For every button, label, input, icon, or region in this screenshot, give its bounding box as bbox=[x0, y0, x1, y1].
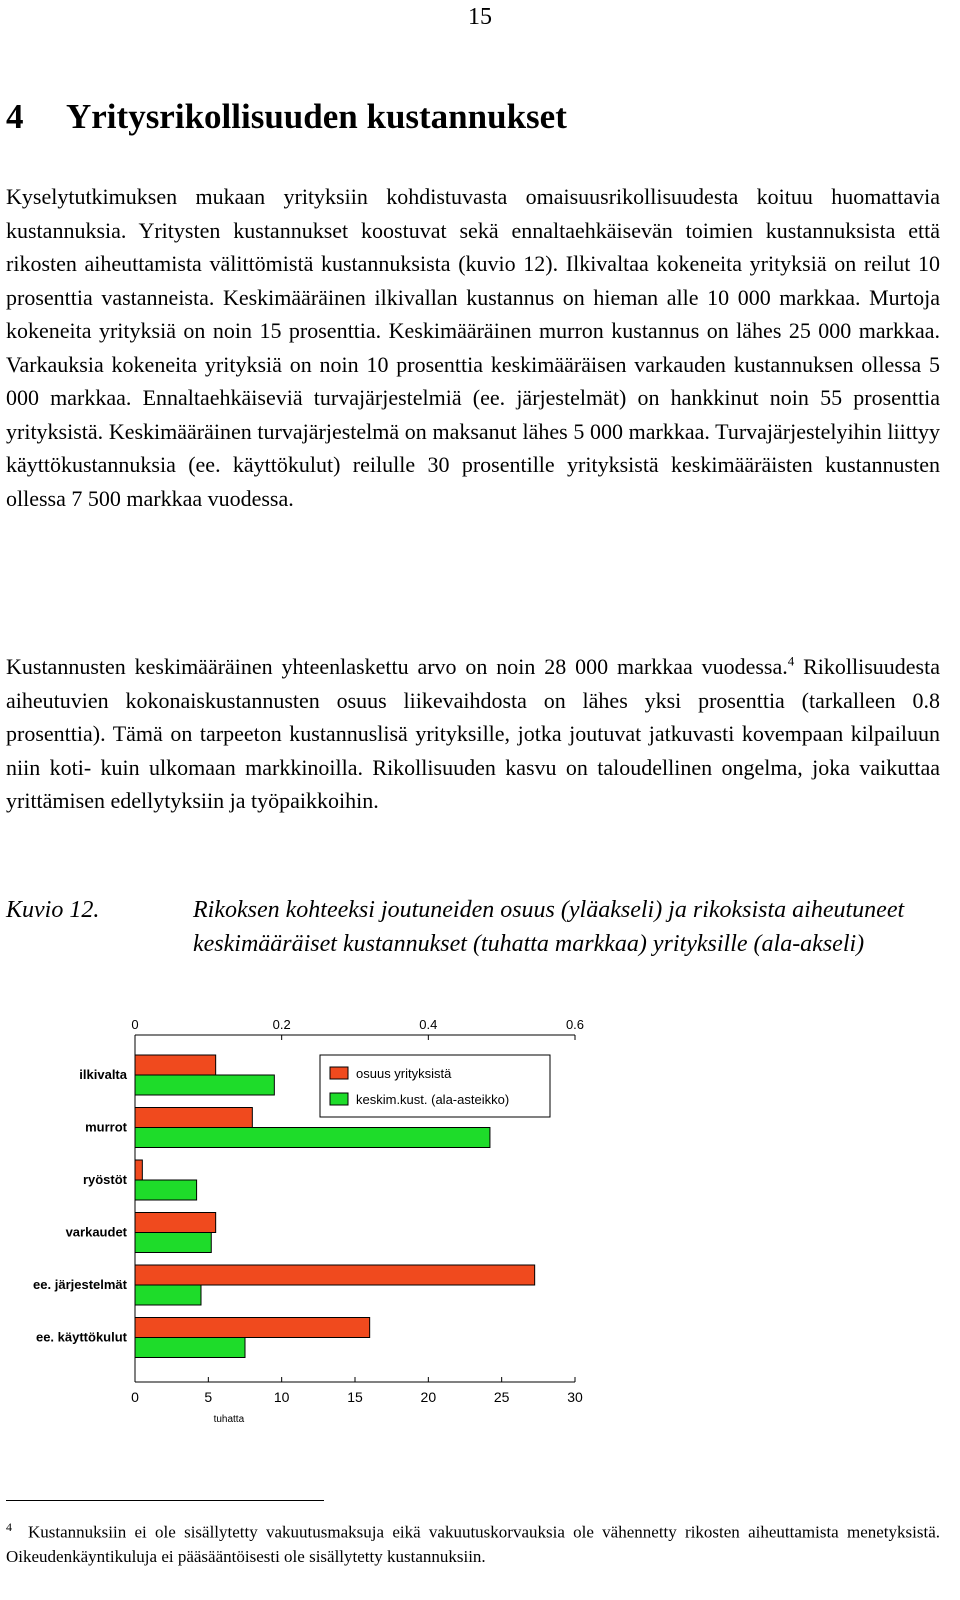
category-label: ee. käyttökulut bbox=[35, 1329, 127, 1345]
footnote-mark: 4 bbox=[6, 1520, 12, 1534]
bar-share bbox=[135, 1213, 216, 1233]
top-axis-tick-label: 0.4 bbox=[419, 1017, 438, 1032]
bar-share bbox=[135, 1265, 535, 1285]
paragraph-2-text-cont: Rikollisuudesta aiheutuvien kokonaiskustannusten osuus liikevaihdosta on lähes yksi prosenttia (tarkalleen 0.8 prosenttia). Tämä on tarpeeton kustannuslisä yrityksille, jotka joutuvat jatkuvasti kovempaan kilpailuun niin koti- kuin ulkomaan markkinoilla. Rikollisuuden kasvu on taloudellinen ongelma, joka vaikuttaa yrittämisen edellytyksiin ja työpaikkoihin. bbox=[6, 654, 940, 813]
paragraph-2-text: Kustannusten keskimääräinen yhteenlaskettu arvo on noin 28 000 markkaa vuodessa. bbox=[6, 654, 788, 679]
section-title: Yritysrikollisuuden kustannukset bbox=[66, 97, 567, 136]
footnote-text: Kustannuksiin ei ole sisällytetty vakuutusmaksuja eikä vakuutuskorvauksia ole vähennetty rikosten aiheuttamista menetyksistä. Oikeudenkäyntikuluja ei pääsääntöisesti ole sisällytetty kustannuksiin. bbox=[6, 1522, 940, 1566]
section-heading bbox=[6, 95, 567, 139]
category-label: murrot bbox=[85, 1119, 127, 1135]
bottom-axis-label: tuhatta bbox=[213, 1414, 245, 1425]
top-axis-tick-label: 0.2 bbox=[272, 1017, 291, 1032]
bar-cost bbox=[135, 1338, 245, 1358]
top-axis-tick-label: 0.6 bbox=[565, 1017, 585, 1032]
bar-share bbox=[135, 1108, 252, 1128]
bottom-axis-tick-label: 15 bbox=[347, 1389, 363, 1405]
legend-label: osuus yrityksistä bbox=[356, 1066, 452, 1081]
bottom-axis-tick-label: 25 bbox=[493, 1389, 510, 1405]
bar-cost bbox=[135, 1285, 201, 1305]
bottom-axis-tick-label: 0 bbox=[131, 1389, 139, 1405]
bottom-axis-tick-label: 5 bbox=[204, 1389, 213, 1405]
footnote-divider bbox=[6, 1500, 324, 1501]
bar-share bbox=[135, 1055, 216, 1075]
top-axis-tick-label: 0 bbox=[131, 1017, 139, 1032]
category-label: varkaudet bbox=[65, 1224, 127, 1240]
legend-swatch bbox=[330, 1067, 348, 1079]
bar-cost bbox=[135, 1075, 274, 1095]
category-label: ee. järjestelmät bbox=[33, 1277, 127, 1292]
figure-caption: Rikoksen kohteeksi joutuneiden osuus (yläakseli) ja rikoksista aiheutuneet keskimääräiset kustannukset (tuhatta markkaa) yrityksille (ala-akseli) bbox=[193, 897, 905, 957]
legend-label: keskim.kust. (ala-asteikko) bbox=[356, 1092, 510, 1107]
bottom-axis-tick-label: 20 bbox=[420, 1389, 437, 1405]
bar-cost bbox=[135, 1233, 211, 1253]
bar-share bbox=[135, 1160, 142, 1180]
bottom-axis-tick-label: 10 bbox=[273, 1389, 290, 1405]
page-number: 15 bbox=[468, 4, 492, 30]
bar-cost bbox=[135, 1180, 197, 1200]
legend-box bbox=[320, 1055, 550, 1117]
footnote-reference[interactable]: 4 bbox=[787, 653, 795, 669]
category-label: ryöstöt bbox=[82, 1172, 127, 1187]
figure-label: Kuvio 12. bbox=[6, 897, 100, 923]
legend-swatch bbox=[330, 1093, 348, 1105]
footnote bbox=[6, 1515, 940, 1569]
bar-chart bbox=[0, 1010, 620, 1430]
bottom-axis-tick-label: 30 bbox=[567, 1389, 583, 1405]
paragraph-2 bbox=[6, 650, 940, 818]
bar-cost bbox=[135, 1128, 490, 1148]
category-label: ilkivalta bbox=[79, 1067, 127, 1082]
chart-legend bbox=[320, 1055, 550, 1117]
top-axis bbox=[131, 1017, 584, 1040]
bar-share bbox=[135, 1318, 370, 1338]
section-number: 4 bbox=[6, 97, 24, 136]
paragraph-1: Kyselytutkimuksen mukaan yrityksiin kohdistuvasta omaisuusrikollisuudesta koituu huomattavia kustannuksia. Yritysten kustannukset koostuvat sekä ennaltaehkäisevän toimien kustannuksista että rikosten aiheuttamista välittömistä kustannuksista (kuvio 12). Ilkivaltaa kokeneita yrityksiä on reilut 10 prosenttia vastanneista. Keskimääräinen ilkivallan kustannus on hieman alle 10 000 markkaa. Murtoja kokeneita yrityksiä on noin 15 prosenttia. Keskimääräinen murron kustannus on lähes 25 000 markkaa. Varkauksia kokeneita yrityksiä on noin 10 prosenttia keskimääräisen varkauden kustannuksen ollessa 5 000 markkaa. Ennaltaehkäiseviä turvajärjestelmiä (ee. järjestelmät) on hankkinut noin 55 prosenttia yrityksistä. Keskimääräinen turvajärjestelmä on maksanut lähes 5 000 markkaa. Turvajärjestelyihin liittyy käyttökustannuksia (ee. käyttökulut) reilulle 30 prosentille yrityksistä keskimääräisten kustannusten ollessa 7 500 markkaa vuodessa. bbox=[6, 184, 940, 511]
category-labels bbox=[33, 1067, 128, 1345]
